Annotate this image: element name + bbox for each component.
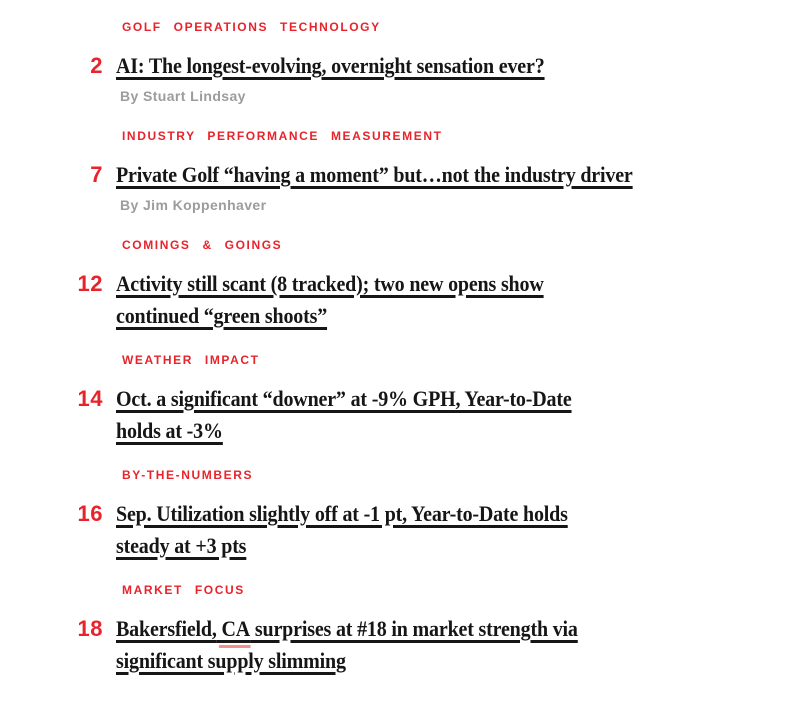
- toc-entry-row: [0, 268, 800, 332]
- page-number: 18: [77, 616, 103, 641]
- toc-entry-row: [0, 383, 800, 447]
- toc-entry-row: [0, 50, 800, 82]
- category-label: INDUSTRY PERFORMANCE MEASUREMENT: [122, 129, 443, 143]
- page-number: 7: [90, 162, 103, 187]
- article-title-link[interactable]: [116, 613, 623, 677]
- category-label: COMINGS & GOINGS: [122, 238, 283, 252]
- toc-entry: [0, 468, 800, 562]
- article-title-line: AI: The longest-evolving, overnight sensation ever?: [116, 53, 545, 78]
- article-title-link[interactable]: [116, 159, 684, 191]
- page-number: 2: [90, 53, 103, 78]
- category-label: WEATHER IMPACT: [122, 353, 260, 367]
- toc-entry-row: [0, 159, 800, 191]
- article-title-link[interactable]: [116, 268, 586, 332]
- article-title-line: Activity still scant (8 tracked); two new opens show: [116, 271, 544, 296]
- page-number: 14: [77, 386, 103, 411]
- toc-entry: [0, 129, 800, 214]
- article-title-line: Sep. Utilization slightly off at -1 pt, Year-to-Date holds: [116, 501, 568, 526]
- page-number: 12: [77, 271, 103, 296]
- toc-entry-row: [0, 613, 800, 677]
- category-label: BY-THE-NUMBERS: [122, 468, 254, 482]
- article-title-line: holds at -3%: [116, 418, 223, 443]
- byline: By Stuart Lindsay: [120, 88, 246, 104]
- toc-entry: [0, 238, 800, 332]
- byline: By Jim Koppenhaver: [120, 197, 267, 213]
- article-title-line: Private Golf “having a moment” but…not the industry driver: [116, 162, 633, 187]
- article-title-line: significant supply slimming: [116, 648, 346, 673]
- title-text: Bakersfield,: [116, 616, 217, 641]
- toc-entry-row: [0, 498, 800, 562]
- category-label: MARKET FOCUS: [122, 583, 245, 597]
- title-text: surprises at #18 in market strength via: [250, 616, 578, 641]
- article-title-link[interactable]: [116, 50, 587, 82]
- article-title-line: continued “green shoots”: [116, 303, 328, 328]
- category-label: GOLF OPERATIONS TECHNOLOGY: [122, 20, 381, 34]
- toc-entry: [0, 20, 800, 105]
- article-title-line: [116, 613, 578, 645]
- misspelled-word: CA: [216, 616, 251, 641]
- toc-entry: [0, 353, 800, 447]
- article-title-link[interactable]: [116, 383, 617, 447]
- article-title-line: steady at +3 pts: [116, 533, 247, 558]
- article-title-line: Oct. a significant “downer” at -9% GPH, Year-to-Date: [116, 386, 572, 411]
- toc-entry: [0, 583, 800, 677]
- page-number: 16: [77, 501, 103, 526]
- article-title-link[interactable]: [116, 498, 612, 562]
